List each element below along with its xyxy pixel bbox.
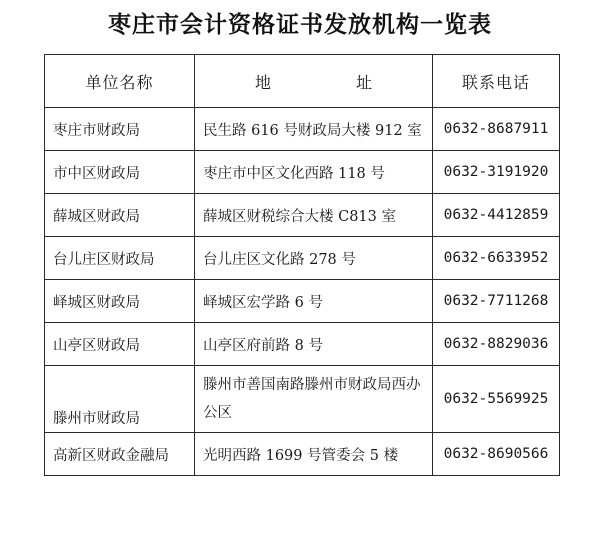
table-row bbox=[45, 194, 560, 237]
row-phone: 0632-6633952 bbox=[433, 237, 560, 280]
table-row bbox=[45, 237, 560, 280]
row-address: 枣庄市中区文化西路 118 号 bbox=[195, 151, 433, 194]
table-row bbox=[45, 433, 560, 476]
row-name: 高新区财政金融局 bbox=[45, 433, 195, 476]
row-phone: 0632-8829036 bbox=[433, 323, 560, 366]
row-name: 台儿庄区财政局 bbox=[45, 237, 195, 280]
header-phone: 联系电话 bbox=[433, 55, 560, 108]
row-phone: 0632-5569925 bbox=[433, 366, 560, 433]
row-phone: 0632-4412859 bbox=[433, 194, 560, 237]
directory-table bbox=[44, 54, 560, 476]
row-address: 台儿庄区文化路 278 号 bbox=[195, 237, 433, 280]
row-name: 薛城区财政局 bbox=[45, 194, 195, 237]
row-name: 峄城区财政局 bbox=[45, 280, 195, 323]
row-phone: 0632-3191920 bbox=[433, 151, 560, 194]
header-address: 地 址 bbox=[195, 55, 433, 108]
table-row bbox=[45, 323, 560, 366]
row-address: 薛城区财税综合大楼 C813 室 bbox=[195, 194, 433, 237]
row-address: 光明西路 1699 号管委会 5 楼 bbox=[195, 433, 433, 476]
table-row bbox=[45, 280, 560, 323]
row-phone: 0632-8687911 bbox=[433, 108, 560, 151]
row-address: 民生路 616 号财政局大楼 912 室 bbox=[195, 108, 433, 151]
row-name: 山亭区财政局 bbox=[45, 323, 195, 366]
row-address: 峄城区宏学路 6 号 bbox=[195, 280, 433, 323]
row-name: 市中区财政局 bbox=[45, 151, 195, 194]
row-name: 枣庄市财政局 bbox=[45, 108, 195, 151]
row-address: 滕州市善国南路滕州市财政局西办公区 bbox=[195, 366, 433, 433]
table-row bbox=[45, 366, 560, 433]
row-address: 山亭区府前路 8 号 bbox=[195, 323, 433, 366]
table-header-row bbox=[45, 55, 560, 108]
row-name: 滕州市财政局 bbox=[45, 366, 195, 433]
header-name: 单位名称 bbox=[45, 55, 195, 108]
table-row bbox=[45, 151, 560, 194]
document-title: 枣庄市会计资格证书发放机构一览表 bbox=[108, 12, 492, 38]
row-phone: 0632-8690566 bbox=[433, 433, 560, 476]
table-row bbox=[45, 108, 560, 151]
row-phone: 0632-7711268 bbox=[433, 280, 560, 323]
